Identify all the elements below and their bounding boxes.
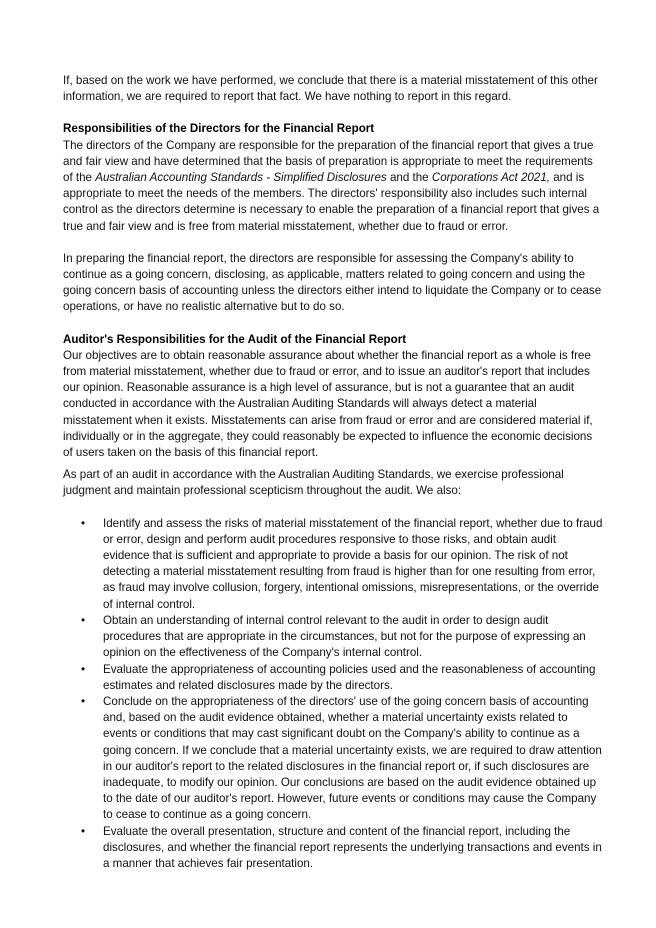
list-item <box>81 516 603 613</box>
auditor-responsibilities-heading: Auditor's Responsibilities for the Audit of the Financial Report <box>63 332 407 346</box>
directors-responsibilities-paragraph-2: In preparing the financial report, the directors are responsible for assessing the Company's ability to continue as a going concern, disclosing, as applicable, matters related to going concern and using the going concern basis of accounting unless the directors either intend to liquidate the Company or to cease operations, or have no realistic alternative but to do so. <box>63 251 602 314</box>
list-item-text: Identify and assess the risks of material misstatement of the financial report, whether due to fraud or error, design and perform audit procedures responsive to those risks, and obtain audit evidence that is sufficient and appropriate to provide a basis for our opinion. The risk of not detecting a material misstatement resulting from fraud is higher than for one resulting from error, as fraud may involve collusion, forgery, intentional omissions, misrepresentations, or the override of internal control. <box>103 516 603 611</box>
directors-responsibilities-heading: Responsibilities of the Directors for the Financial Report <box>63 122 375 136</box>
bullet-icon: • <box>81 516 86 530</box>
directors-p1-text-3: and is appropriate to meet the needs of the members. The directors' responsibility also includes such internal control as the directors determine is necessary to enable the preparation of a financial report that gives a true and fair view and is free from material misstatement, whether due to fraud or error. <box>63 171 600 233</box>
intro-paragraph: If, based on the work we have performed, we conclude that there is a material misstatement of this other information, we are required to report that fact. We have nothing to report in this regard. <box>63 74 598 104</box>
directors-responsibilities-paragraph-1 <box>63 138 603 235</box>
auditor-responsibilities-paragraph-2: As part of an audit in accordance with the Australian Auditing Standards, we exercise professional judgment and maintain professional scepticism throughout the audit. We also: <box>63 468 564 498</box>
list-item-text: Obtain an understanding of internal control relevant to the audit in order to design audit procedures that are appropriate in the circumstances, but not for the purpose of expressing an opinion on the effectiveness of the Company's internal control. <box>103 613 586 660</box>
directors-p1-text-2: and the <box>386 171 432 185</box>
document-page <box>63 73 603 872</box>
bullet-icon: • <box>81 824 86 838</box>
list-item-text: Evaluate the appropriateness of accounting policies used and the reasonableness of accounting estimates and related disclosures made by the directors. <box>103 662 596 692</box>
list-item-text: Evaluate the overall presentation, structure and content of the financial report, including the disclosures, and whether the financial report represents the underlying transactions and events in a manner that achieves fair presentation. <box>103 824 602 870</box>
list-item <box>81 613 603 662</box>
bullet-icon: • <box>81 694 86 708</box>
auditor-responsibilities-paragraph-1: Our objectives are to obtain reasonable assurance about whether the financial report as a whole is free from material misstatement, whether due to fraud or error, and to issue an auditor's report that includes our opinion. Reasonable assurance is a high level of assurance, but is not a guarantee that an audit conducted in accordance with the Australian Auditing Standards will always detect a material misstatement when it exists. Misstatements can arise from fraud or error and are considered material if, individually or in the aggregate, they could reasonably be expected to influence the economic decisions of users taken on the basis of this financial report. <box>63 348 593 460</box>
bullet-icon: • <box>81 613 86 627</box>
list-item <box>81 824 603 873</box>
accounting-standards-reference: Australian Accounting Standards - Simplified Disclosures <box>95 171 387 185</box>
bullet-icon: • <box>81 662 86 676</box>
directors-p1-text-1: The directors of the Company are responsible for the preparation of the financial report that gives a true and fair view and have determined that the basis of preparation is appropriate to meet the requirements of the <box>63 138 594 185</box>
list-item <box>81 662 603 694</box>
list-item <box>81 694 603 824</box>
corporations-act-reference: Corporations Act 2021, <box>431 171 550 185</box>
audit-procedures-list <box>63 516 603 872</box>
list-item-text: Conclude on the appropriateness of the directors' use of the going concern basis of accounting and, based on the audit evidence obtained, whether a material uncertainty exists related to events or conditions that may cast significant doubt on the Company's ability to continue as a going concern. If we conclude that a material uncertainty exists, we are required to draw attention in our auditor's report to the related disclosures in the financial report or, if such disclosures are inadequate, to modify our opinion. Our conclusions are based on the audit evidence obtained up to the date of our auditor's report. However, future events or conditions may cause the Company to cease to continue as a going concern. <box>103 694 602 822</box>
